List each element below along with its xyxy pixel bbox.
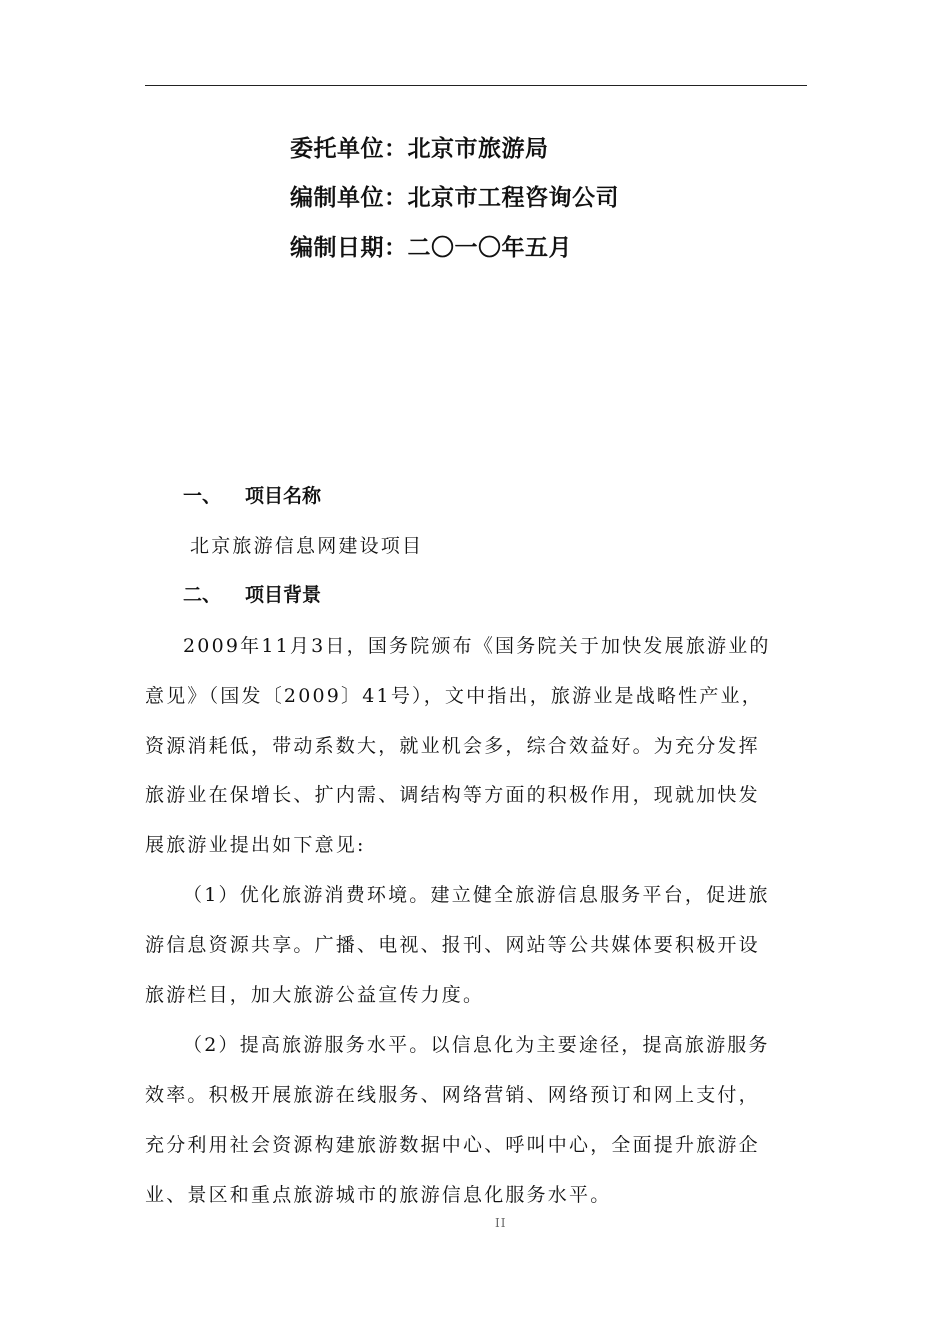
- body-line: 业、景区和重点旅游城市的旅游信息化服务水平。: [145, 1184, 612, 1206]
- body-line: （2）提高旅游服务水平。以信息化为主要途径，提高旅游服务: [183, 1034, 770, 1056]
- date-line: [290, 229, 572, 262]
- page-number: II: [495, 1216, 507, 1230]
- body-line: 游信息资源共享。广播、电视、报刊、网站等公共媒体要积极开设: [145, 934, 760, 956]
- body-line: （1）优化旅游消费环境。建立健全旅游信息服务平台，促进旅: [183, 884, 770, 906]
- compiler-line: [290, 179, 619, 212]
- section-heading-2: [183, 580, 321, 607]
- date-value: 二〇一〇年五月: [407, 235, 572, 261]
- date-label: 编制日期：: [290, 235, 408, 261]
- section-number: 二、: [183, 584, 222, 606]
- body-line: 旅游栏目，加大旅游公益宣传力度。: [145, 984, 485, 1006]
- section-title: 项目名称: [245, 485, 322, 507]
- client-label: 委托单位：: [290, 136, 408, 162]
- header-rule: [145, 85, 807, 86]
- section-title: 项目背景: [245, 584, 322, 606]
- project-name: 北京旅游信息网建设项目: [190, 535, 424, 557]
- body-line: 意见》（国发〔2009〕41号），文中指出，旅游业是战略性产业，: [145, 685, 763, 707]
- compiler-value: 北京市工程咨询公司: [407, 185, 619, 211]
- body-line: 充分利用社会资源构建旅游数据中心、呼叫中心，全面提升旅游企: [145, 1134, 760, 1156]
- section-number: 一、: [183, 485, 222, 507]
- client-value: 北京市旅游局: [407, 136, 549, 162]
- body-line: 资源消耗低，带动系数大，就业机会多，综合效益好。为充分发挥: [145, 735, 760, 757]
- body-line: 旅游业在保增长、扩内需、调结构等方面的积极作用，现就加快发: [145, 784, 760, 806]
- client-line: [290, 130, 549, 163]
- body-line: 2009年11月3日，国务院颁布《国务院关于加快发展旅游业的: [183, 635, 771, 657]
- body-line: 效率。积极开展旅游在线服务、网络营销、网络预订和网上支付，: [145, 1084, 760, 1106]
- compiler-label: 编制单位：: [290, 185, 408, 211]
- body-line: 展旅游业提出如下意见:: [145, 834, 366, 856]
- section-heading-1: [183, 481, 321, 508]
